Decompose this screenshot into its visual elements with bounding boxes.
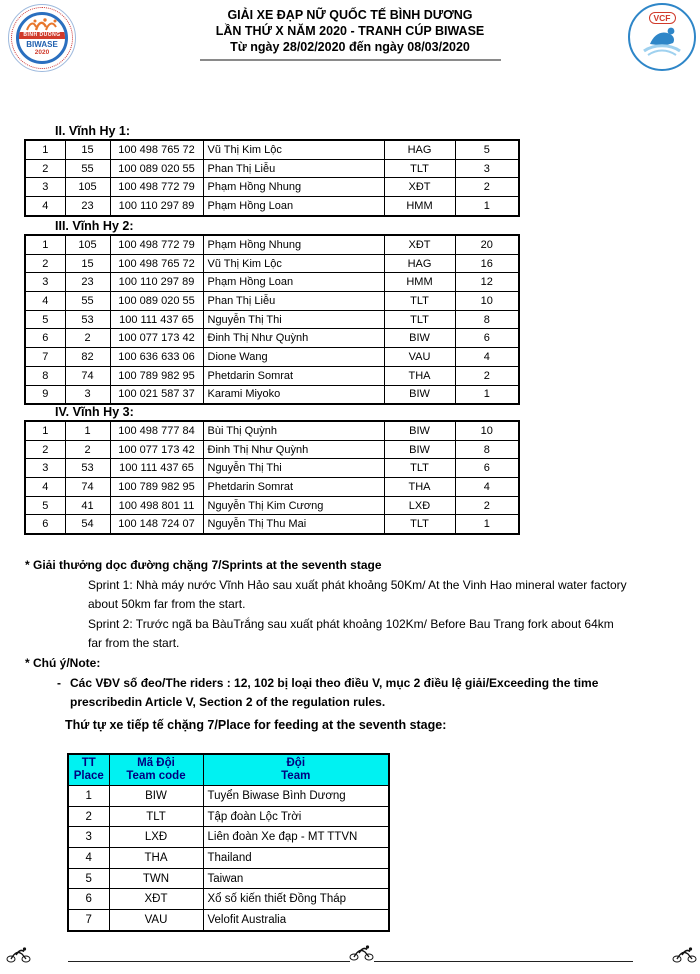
note-bullet-line-2: prescribedin Article V, Section 2 of the regulation rules. — [70, 695, 386, 710]
biwase-logo-year: 2020 — [34, 49, 50, 56]
table-cell: Velofit Australia — [203, 910, 389, 931]
table-cell: 1 — [455, 197, 519, 216]
table-cell: 2 — [25, 159, 65, 178]
table-cell: 6 — [25, 515, 65, 534]
section-title-vinh-hy-3: IV. Vĩnh Hy 3: — [55, 405, 134, 419]
table-cell: Tập đoàn Lộc Trời — [203, 806, 389, 827]
title-line-2: LẦN THỨ X NĂM 2020 - TRANH CÚP BIWASE — [215, 24, 485, 38]
table-cell: 1 — [455, 385, 519, 404]
table-cell: 6 — [25, 329, 65, 348]
table-cell: 4 — [68, 848, 109, 869]
table-cell: 1 — [25, 140, 65, 159]
table-cell: 5 — [455, 140, 519, 159]
vcf-logo-label: VCF — [649, 12, 676, 24]
sprint-2-line-2: far from the start. — [88, 636, 180, 651]
table-cell: 3 — [455, 159, 519, 178]
table-cell: 5 — [25, 310, 65, 329]
table-cell: 54 — [65, 515, 110, 534]
table-row — [25, 159, 519, 178]
sprints-text — [88, 576, 680, 654]
table-cell: 3 — [25, 273, 65, 292]
header-cell-place: TT Place — [68, 754, 109, 786]
table-cell: 100 077 173 42 — [110, 329, 203, 348]
table-cell: 6 — [455, 329, 519, 348]
notes-block — [25, 556, 680, 713]
table-cell: 100 148 724 07 — [110, 515, 203, 534]
feeding-header-row — [68, 754, 389, 786]
table-cell: 4 — [455, 348, 519, 367]
table-row — [25, 310, 519, 329]
table-cell: BIW — [109, 786, 203, 807]
table-cell: 4 — [25, 292, 65, 311]
table-cell: 100 077 173 42 — [110, 440, 203, 459]
table-cell: 100 636 633 06 — [110, 348, 203, 367]
table-cell: 1 — [455, 515, 519, 534]
table-row — [25, 329, 519, 348]
table-cell: Phạm Hồng Loan — [203, 197, 384, 216]
page-title — [0, 7, 700, 55]
table-cell: 8 — [455, 440, 519, 459]
table-row — [25, 459, 519, 478]
table-cell: 4 — [455, 478, 519, 497]
table-cell: 100 111 437 65 — [110, 459, 203, 478]
table-cell: 100 498 772 79 — [110, 235, 203, 254]
header-cell-team: Đội Team — [203, 754, 389, 786]
table-cell: Tuyển Biwase Bình Dương — [203, 786, 389, 807]
table-cell: 2 — [68, 806, 109, 827]
feeding-title: Thứ tự xe tiếp tế chặng 7/Place for feeding at the seventh stage: — [65, 718, 447, 732]
table-row — [25, 440, 519, 459]
table-row — [25, 515, 519, 534]
table-cell: 74 — [65, 366, 110, 385]
table-row — [25, 496, 519, 515]
table-row — [25, 197, 519, 216]
table-cell: XĐT — [384, 235, 455, 254]
table-cell: Phetdarin Somrat — [203, 366, 384, 385]
table-cell: TLT — [384, 459, 455, 478]
table-cell: 74 — [65, 478, 110, 497]
table-cell: 3 — [68, 827, 109, 848]
section-title-vinh-hy-1: II. Vĩnh Hy 1: — [55, 124, 131, 138]
sprints-heading: * Giải thưởng dọc đường chặng 7/Sprints at the seventh stage — [25, 558, 382, 572]
table-cell: 2 — [25, 254, 65, 273]
table-cell: 3 — [25, 459, 65, 478]
table-cell: 5 — [68, 868, 109, 889]
table-cell: THA — [384, 366, 455, 385]
table-cell: Vũ Thị Kim Lộc — [203, 254, 384, 273]
table-cell: 10 — [455, 292, 519, 311]
table-cell: THA — [384, 478, 455, 497]
sprint-1-line-1: Sprint 1: Nhà máy nước Vĩnh Hảo sau xuất phát khoảng 50Km/ At the Vinh Hao mineral water factory — [88, 577, 627, 592]
table-cell: Vũ Thị Kim Lộc — [203, 140, 384, 159]
section-title-vinh-hy-2: III. Vĩnh Hy 2: — [55, 219, 134, 233]
table-cell: Bùi Thị Quỳnh — [203, 421, 384, 440]
table-cell: Phạm Hồng Nhung — [203, 178, 384, 197]
table-cell: 1 — [68, 786, 109, 807]
table-cell: 8 — [455, 310, 519, 329]
table-cell: 82 — [65, 348, 110, 367]
table-cell: 1 — [25, 235, 65, 254]
sprint-2-line-1: Sprint 2: Trước ngã ba BàuTrắng sau xuất phát khoảng 102Km/ Before Bau Trang fork about 64km — [88, 616, 614, 631]
table-cell: 55 — [65, 292, 110, 311]
table-cell: 100 111 437 65 — [110, 310, 203, 329]
table-cell: TLT — [384, 292, 455, 311]
table-cell: Thailand — [203, 848, 389, 869]
cyclist-icon — [349, 944, 375, 961]
sprint-1-line-2: about 50km far from the start. — [88, 597, 246, 612]
table-cell: 100 110 297 89 — [110, 273, 203, 292]
table-cell: THA — [109, 848, 203, 869]
table-row — [68, 868, 389, 889]
table-cell: 9 — [25, 385, 65, 404]
table-cell: HMM — [384, 197, 455, 216]
table-cell: Nguyễn Thị Thu Mai — [203, 515, 384, 534]
table-cell: 2 — [455, 496, 519, 515]
table-cell: 4 — [25, 478, 65, 497]
table-cell: Xổ số kiến thiết Đồng Tháp — [203, 889, 389, 910]
table-cell: BIW — [384, 421, 455, 440]
table-cell: 3 — [25, 178, 65, 197]
cyclist-icon — [640, 24, 684, 58]
table-cell: 105 — [65, 235, 110, 254]
table-cell: 15 — [65, 254, 110, 273]
table-row — [68, 806, 389, 827]
table-cell: Dione Wang — [203, 348, 384, 367]
table-cell: XĐT — [109, 889, 203, 910]
note-heading: * Chú ý/Note: — [25, 655, 101, 670]
table-cell: 12 — [455, 273, 519, 292]
table-cell: 100 089 020 55 — [110, 292, 203, 311]
table-cell: Đinh Thị Như Quỳnh — [203, 440, 384, 459]
table-cell: 16 — [455, 254, 519, 273]
table-cell: TLT — [384, 515, 455, 534]
table-cell: 3 — [65, 385, 110, 404]
table-cell: 20 — [455, 235, 519, 254]
biwase-logo-band-text: BINH DUONG — [19, 32, 65, 39]
table-cell: 7 — [25, 348, 65, 367]
table-row — [25, 140, 519, 159]
table-cell: TLT — [384, 310, 455, 329]
table-cell: 5 — [25, 496, 65, 515]
table-cell: 2 — [455, 178, 519, 197]
table-cell: 100 789 982 95 — [110, 366, 203, 385]
table-row — [68, 848, 389, 869]
header-divider — [200, 59, 501, 61]
biwase-logo-name: BIWASE — [26, 40, 58, 49]
vcf-logo — [628, 3, 696, 71]
table-cell: Phan Thị Liễu — [203, 159, 384, 178]
table-cell: BIW — [384, 385, 455, 404]
feeding-table — [67, 753, 390, 932]
table-cell: 41 — [65, 496, 110, 515]
table-cell: BIW — [384, 329, 455, 348]
table-cell: Nguyễn Thị Thi — [203, 459, 384, 478]
table-cell: Đinh Thị Như Quỳnh — [203, 329, 384, 348]
table-cell: 23 — [65, 273, 110, 292]
table-cell: Karami Miyoko — [203, 385, 384, 404]
results-table-vinh-hy-3 — [24, 420, 520, 535]
table-cell: 100 089 020 55 — [110, 159, 203, 178]
table-row — [25, 421, 519, 440]
table-cell: TLT — [109, 806, 203, 827]
table-cell: TWN — [109, 868, 203, 889]
table-cell: 100 498 772 79 — [110, 178, 203, 197]
table-row — [25, 366, 519, 385]
table-cell: 100 789 982 95 — [110, 478, 203, 497]
table-cell: 7 — [68, 910, 109, 931]
table-cell: 100 498 765 72 — [110, 140, 203, 159]
table-cell: HAG — [384, 254, 455, 273]
table-cell: 2 — [65, 329, 110, 348]
table-cell: 15 — [65, 140, 110, 159]
bullet-dash: - — [57, 675, 61, 690]
table-row — [25, 235, 519, 254]
title-line-1: GIẢI XE ĐẠP NỮ QUỐC TẾ BÌNH DƯƠNG — [227, 8, 473, 22]
table-row — [68, 910, 389, 931]
table-cell: Phetdarin Somrat — [203, 478, 384, 497]
table-cell: Phạm Hồng Loan — [203, 273, 384, 292]
table-cell: Taiwan — [203, 868, 389, 889]
table-cell: 10 — [455, 421, 519, 440]
note-bullet-line-1: Các VĐV số đeo/The riders : 12, 102 bị loại theo điều V, mục 2 điều lệ giải/Exceeding the time — [70, 675, 599, 690]
table-cell: 100 110 297 89 — [110, 197, 203, 216]
table-cell: VAU — [384, 348, 455, 367]
signature-line — [374, 961, 633, 962]
table-cell: 2 — [455, 366, 519, 385]
table-cell: Nguyễn Thị Kim Cương — [203, 496, 384, 515]
table-cell: VAU — [109, 910, 203, 931]
table-row — [25, 273, 519, 292]
table-row — [25, 385, 519, 404]
header-cell-team-code: Mã Đội Team code — [109, 754, 203, 786]
table-cell: 2 — [65, 440, 110, 459]
table-cell: LXĐ — [384, 496, 455, 515]
table-cell: 1 — [25, 421, 65, 440]
table-cell: Liên đoàn Xe đạp - MT TTVN — [203, 827, 389, 848]
table-row — [68, 889, 389, 910]
table-cell: BIW — [384, 440, 455, 459]
table-cell: Nguyễn Thị Thi — [203, 310, 384, 329]
table-row — [25, 178, 519, 197]
table-cell: 105 — [65, 178, 110, 197]
table-cell: HAG — [384, 140, 455, 159]
table-cell: 2 — [25, 440, 65, 459]
table-row — [25, 254, 519, 273]
table-cell: TLT — [384, 159, 455, 178]
table-cell: 23 — [65, 197, 110, 216]
table-row — [68, 786, 389, 807]
table-row — [25, 348, 519, 367]
table-cell: Phạm Hồng Nhung — [203, 235, 384, 254]
table-cell: 100 498 765 72 — [110, 254, 203, 273]
table-cell: Phan Thị Liễu — [203, 292, 384, 311]
table-row — [25, 478, 519, 497]
table-row — [68, 827, 389, 848]
results-table-vinh-hy-1 — [24, 139, 520, 217]
table-cell: 6 — [68, 889, 109, 910]
table-cell: 1 — [65, 421, 110, 440]
cyclist-icon — [6, 946, 32, 963]
table-cell: 100 498 777 84 — [110, 421, 203, 440]
table-cell: 8 — [25, 366, 65, 385]
signature-line — [68, 961, 350, 962]
table-cell: HMM — [384, 273, 455, 292]
table-row — [25, 292, 519, 311]
table-cell: 55 — [65, 159, 110, 178]
table-cell: LXĐ — [109, 827, 203, 848]
cyclist-icon — [672, 946, 698, 963]
table-cell: 100 021 587 37 — [110, 385, 203, 404]
table-cell: 6 — [455, 459, 519, 478]
results-table-vinh-hy-2 — [24, 234, 520, 405]
table-cell: 100 498 801 11 — [110, 496, 203, 515]
table-cell: 4 — [25, 197, 65, 216]
table-cell: 53 — [65, 459, 110, 478]
table-cell: XĐT — [384, 178, 455, 197]
title-line-3: Từ ngày 28/02/2020 đến ngày 08/03/2020 — [230, 40, 470, 54]
table-cell: 53 — [65, 310, 110, 329]
note-bullet — [57, 674, 680, 713]
